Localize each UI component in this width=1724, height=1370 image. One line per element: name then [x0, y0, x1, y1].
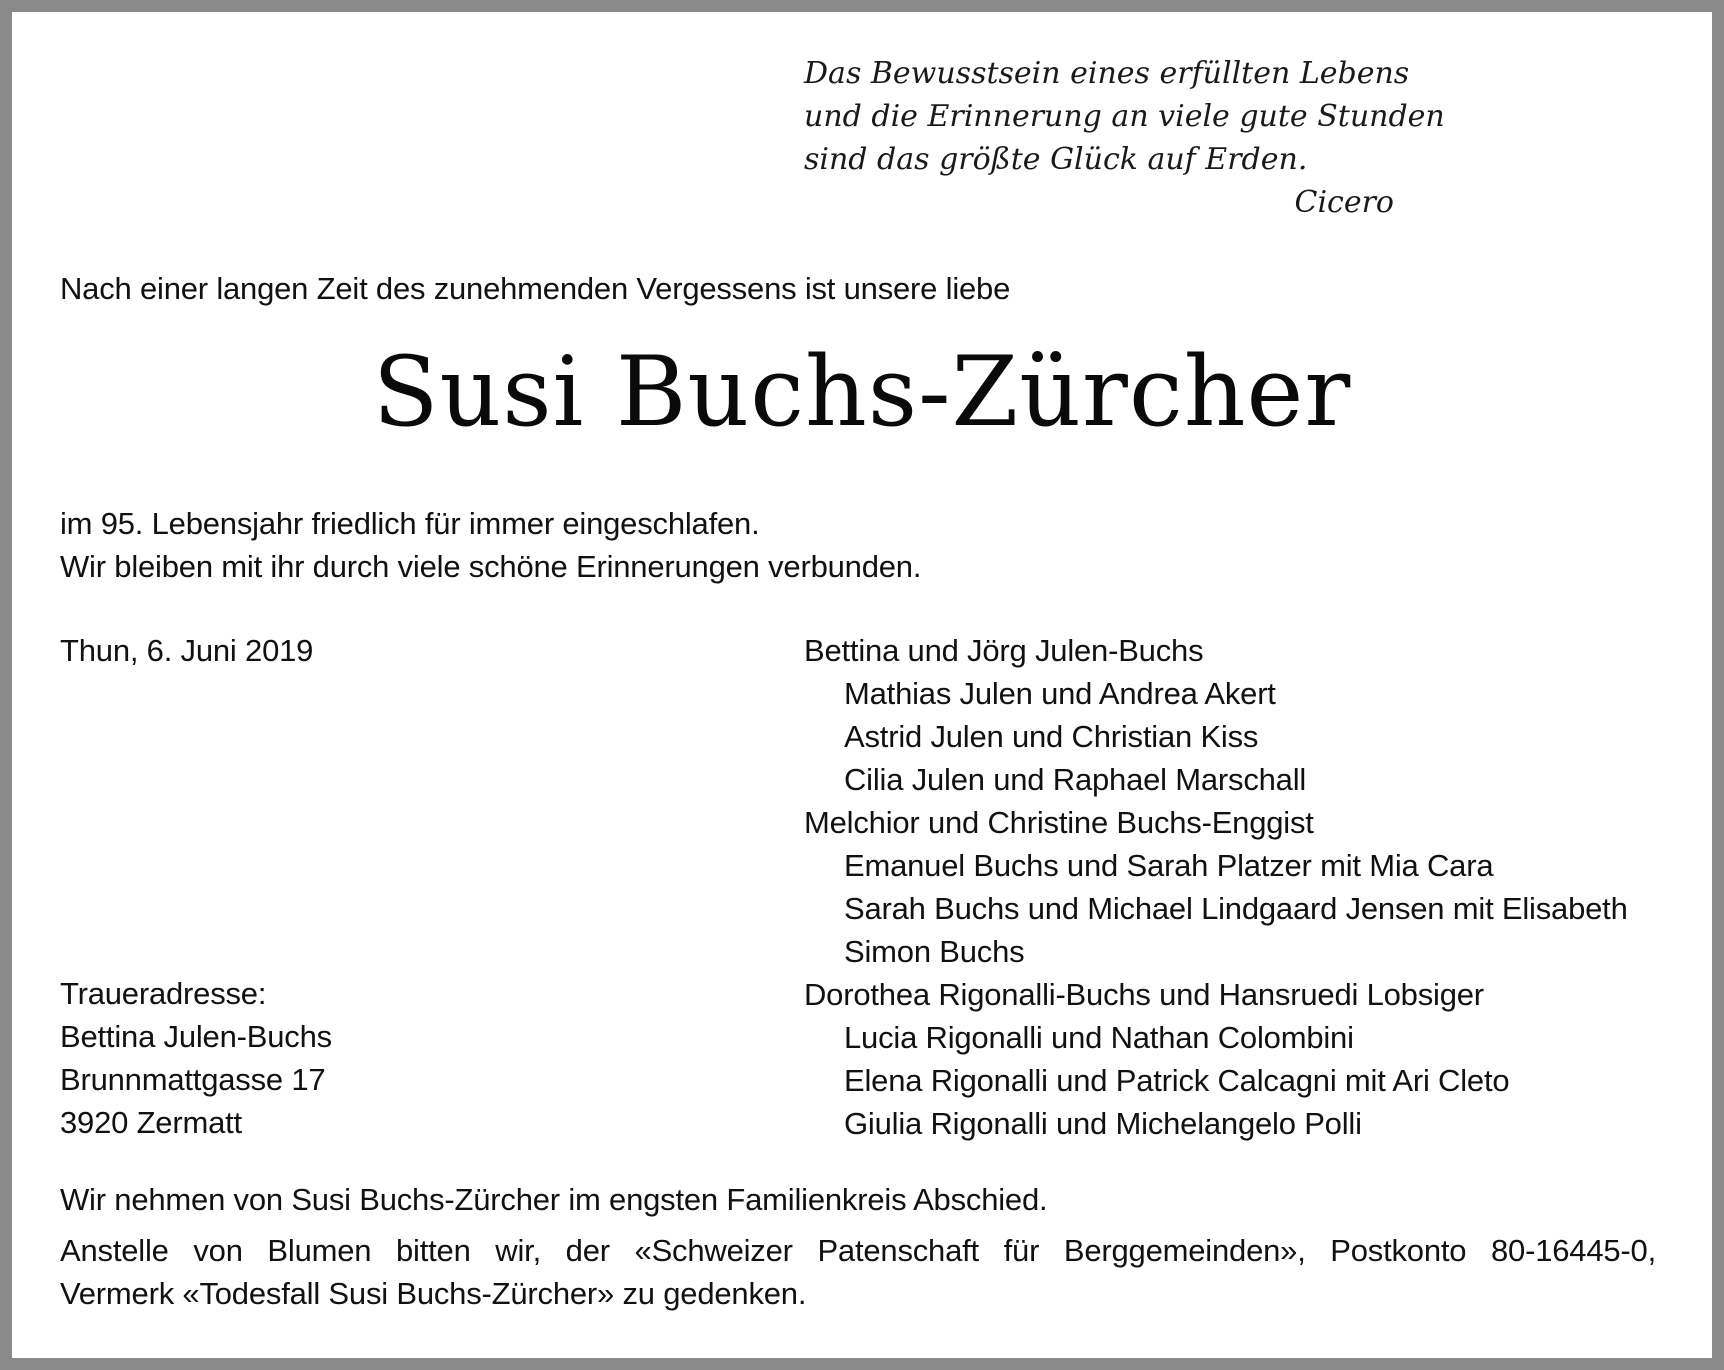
family-member-sub: Simon Buchs: [844, 934, 1025, 969]
family-member-main: Dorothea Rigonalli-Buchs und Hansruedi Lobsiger: [804, 977, 1484, 1012]
announcement-line: Wir bleiben mit ihr durch viele schöne Erinnerungen verbunden.: [60, 549, 922, 584]
family-member-sub: Lucia Rigonalli und Nathan Colombini: [844, 1020, 1354, 1055]
quote-line: und die Erinnerung an viele gute Stunden: [804, 99, 1445, 134]
farewell-text: Wir nehmen von Susi Buchs-Zürcher im engsten Familienkreis Abschied.: [60, 1182, 1048, 1217]
family-member-sub: Astrid Julen und Christian Kiss: [844, 719, 1259, 754]
family-member-sub: Elena Rigonalli und Patrick Calcagni mit Ari Cleto: [844, 1063, 1510, 1098]
family-list: [804, 629, 1628, 1145]
obituary-notice: [12, 12, 1712, 1358]
address-label: Traueradresse:: [60, 976, 267, 1011]
quote-author: Cicero: [1294, 185, 1394, 220]
address-line: Brunnmattgasse 17: [60, 1062, 326, 1097]
epigraph-quote: [804, 52, 1445, 224]
family-member-sub: Giulia Rigonalli und Michelangelo Polli: [844, 1106, 1362, 1141]
intro-text: Nach einer langen Zeit des zunehmenden Vergessens ist unsere liebe: [60, 271, 1011, 306]
family-member-main: Melchior und Christine Buchs-Enggist: [804, 805, 1314, 840]
announcement-line: im 95. Lebensjahr friedlich für immer eingeschlafen.: [60, 506, 760, 541]
family-member-sub: Emanuel Buchs und Sarah Platzer mit Mia Cara: [844, 848, 1494, 883]
donation-line: Anstelle von Blumen bitten wir, der «Schweizer Patenschaft für Berggemeinden», Postkonto 80-16445-0,: [60, 1233, 1656, 1268]
mourning-address: [60, 972, 332, 1144]
family-member-sub: Cilia Julen und Raphael Marschall: [844, 762, 1307, 797]
quote-line: Das Bewusstsein eines erfüllten Lebens: [804, 56, 1410, 91]
quote-line: sind das größte Glück auf Erden.: [804, 142, 1308, 177]
family-member-sub: Sarah Buchs und Michael Lindgaard Jensen mit Elisabeth: [844, 891, 1628, 926]
deceased-name: Susi Buchs-Zürcher: [372, 336, 1352, 448]
address-line: Bettina Julen-Buchs: [60, 1019, 332, 1054]
address-line: 3920 Zermatt: [60, 1105, 242, 1140]
announcement-text: [60, 502, 921, 588]
family-member-sub: Mathias Julen und Andrea Akert: [844, 676, 1276, 711]
donation-line: Vermerk «Todesfall Susi Buchs-Zürcher» zu gedenken.: [60, 1276, 807, 1311]
family-member-main: Bettina und Jörg Julen-Buchs: [804, 633, 1204, 668]
donation-note: [60, 1229, 1656, 1315]
place-date: Thun, 6. Juni 2019: [60, 633, 314, 668]
